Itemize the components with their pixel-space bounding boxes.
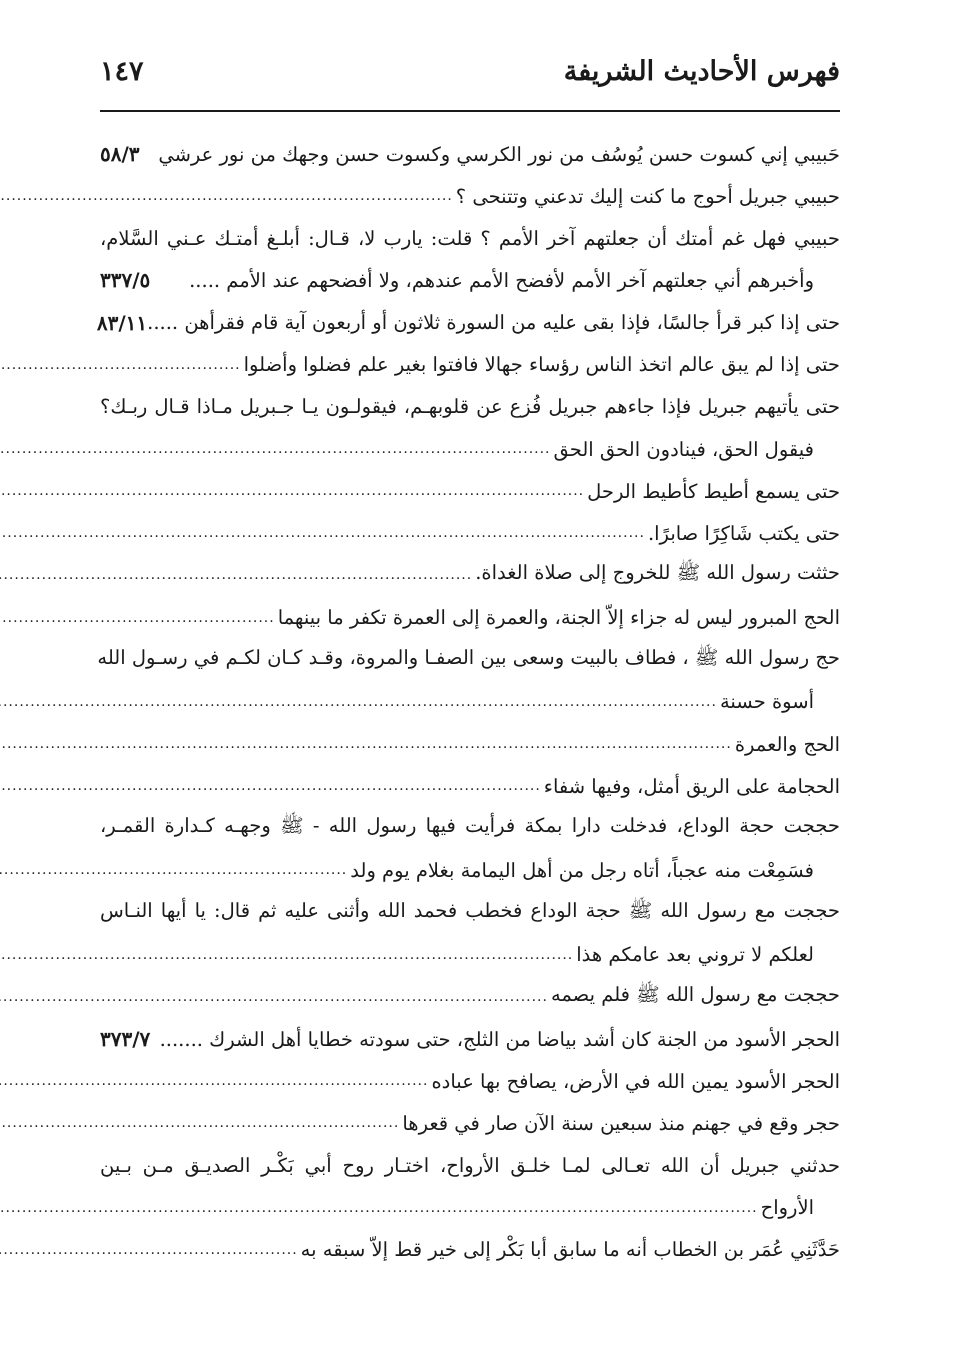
index-entry: [100, 386, 840, 428]
index-entry: [100, 1060, 840, 1102]
running-title: فهرس الأحاديث الشريفة: [563, 56, 840, 87]
dot-leader: [0, 1200, 758, 1216]
index-entry: [100, 807, 840, 849]
hadith-index-list: [96, 133, 840, 1271]
dot-leader: [0, 1242, 298, 1258]
entry-text: حثثت رسول الله ﷺ للخروج إلى صلاة الغداة.: [475, 561, 840, 585]
dot-leader: [0, 483, 584, 499]
entry-text: حدثني جبريل أن الله تعـالى لمـا خلـق الأرواح، اختـار روح أبي بَكْـر الصديـق مـن بـين: [100, 1153, 840, 1177]
index-entry-continuation: [100, 849, 840, 891]
index-entry: [100, 1102, 840, 1144]
index-entry: [100, 133, 840, 175]
entry-text: الحجر الأسود من الجنة كان أشد بياضا من الثلج، حتى سودته خطايا أهل الشرك .......: [159, 1027, 840, 1051]
index-entry: [100, 512, 840, 554]
entry-text: الحج والعمرة: [734, 732, 840, 756]
dot-leader: [0, 1115, 399, 1131]
entry-text: حججت مع رسول الله ﷺ فلم يصمه: [550, 982, 840, 1006]
volume-page-reference: ٣٣٧/٥: [100, 268, 151, 293]
index-entry: [100, 597, 840, 639]
entry-text: حتى يكتب شَاكِرًا صابرًا.: [647, 521, 840, 545]
entry-text: فسَمِعْت منه عجباً، أتاه رجل من أهل اليمامة بغلام يوم ولد: [350, 858, 814, 882]
entry-text: لعلكم لا تروني بعد عامكم هذا: [576, 943, 814, 967]
volume-page-reference: ٨٣/١١: [96, 310, 148, 335]
entry-text: حبيبي فهل غم أمتك أن جعلتهم آخر الأمم ؟ قلت: يارب لا، قـال: أبلـغ أمتـك عـني السَّلام،: [100, 226, 840, 250]
dot-leader: [0, 947, 573, 963]
entry-text: حَبيبي إني كسوت حسن يُوسُف من نور الكرسي وكسوت حسن وجهك من نور عرشي: [158, 142, 840, 166]
index-entry-continuation: [100, 1187, 840, 1229]
entry-text: الحجامة على الريق أمثل، وفيها شفاء: [543, 774, 840, 798]
dot-leader: [0, 694, 717, 710]
index-entry: [96, 302, 840, 344]
page-number: ١٤٧: [100, 56, 144, 87]
dot-leader: [0, 989, 548, 1005]
entry-text: حبيبي جبريل أحوج ما كنت إليك تدعني وتتنحى ؟: [455, 184, 840, 208]
entry-text: فيقول الحق، فينادون الحق الحق: [553, 437, 814, 461]
index-entry: [100, 892, 840, 934]
dot-leader: [0, 736, 732, 752]
entry-text: حججت حجة الوداع، فدخلت دارا بمكة فرأيت فيها رسول الله - ﷺ وجهـه كـدارة القمـر،: [100, 814, 840, 838]
index-entry: [100, 554, 840, 596]
entry-text: الأرواح: [760, 1196, 814, 1220]
dot-leader: [0, 862, 347, 878]
volume-page-reference: ٣٧٣/٧: [100, 1027, 151, 1052]
entry-text: حتى إذا لم يبق عالم اتخذ الناس رؤساء جهالا فافتوا بغير علم فضلوا وأضلوا: [243, 353, 840, 377]
dot-leader: [0, 441, 551, 457]
dot-leader: [0, 357, 241, 373]
entry-text: حجر وقع في جهنم منذ سبعين سنة الآن صار في قعرها: [402, 1111, 840, 1135]
entry-text: حج رسول الله ﷺ ، فطاف بالبيت وسعى بين الصفـا والمروة، وقـد كـان لكـم في رسـول الله: [97, 645, 840, 669]
entry-text: حتى يأتيهم جبريل فإذا جاءهم جبريل فُزع عن قلوبهـم، فيقولـون يـا جـبريل مـاذا قـال ربـك؟: [100, 395, 840, 419]
index-entry: [100, 976, 840, 1018]
dot-leader: [0, 1073, 428, 1089]
index-entry: [100, 723, 840, 765]
index-entry: [97, 639, 840, 681]
dot-leader: [0, 525, 645, 541]
entry-text: وأخبرهم أني جعلتهم آخر الأمم لأفضح الأمم عندهم، ولا أفضحهم عند الأمم .....: [189, 268, 814, 292]
dot-leader: [0, 778, 541, 794]
dot-leader: [0, 188, 453, 204]
dot-leader: [0, 610, 275, 626]
index-entry: [100, 765, 840, 807]
index-entry-continuation: [100, 259, 840, 301]
index-entry: [100, 470, 840, 512]
index-entry: [100, 175, 840, 217]
index-entry: [100, 217, 840, 259]
volume-page-reference: ٥٨/٣: [100, 142, 140, 167]
index-entry: [100, 1229, 840, 1271]
index-entry: [100, 1144, 840, 1186]
entry-text: حَدَّثَنِي عُمَر بن الخطاب أنه ما سابق أبا بَكْر إلى خير قط إلاّ سبقه به: [300, 1238, 840, 1262]
entry-text: حتى إذا كبر قرأ جالسًا، فإذا بقى عليه من السورة ثلاثون أو أربعون آية قام فقرأهن .....: [147, 311, 840, 335]
entry-text: حتى يسمع أطيط كأطيط الرحل: [587, 479, 840, 503]
index-entry-continuation: [100, 681, 840, 723]
entry-text: أسوة حسنة: [719, 690, 814, 714]
entry-text: الحج المبرور ليس له جزاء إلاّ الجنة، والعمرة إلى العمرة تكفر ما بينهما: [277, 606, 840, 630]
entry-text: الحجر الأسود يمين الله في الأرض، يصافح بها عباده: [431, 1069, 840, 1093]
header-divider: [100, 110, 840, 112]
index-entry-continuation: [100, 428, 840, 470]
index-entry: [100, 1018, 840, 1060]
entry-text: حججت مع رسول الله ﷺ حجة الوداع فخطب فحمد الله وأثنى عليه ثم قال: يا أيها النـاس: [100, 898, 840, 922]
index-entry: [100, 344, 840, 386]
page-header: [100, 52, 840, 100]
index-entry-continuation: [100, 934, 840, 976]
dot-leader: [0, 567, 472, 583]
